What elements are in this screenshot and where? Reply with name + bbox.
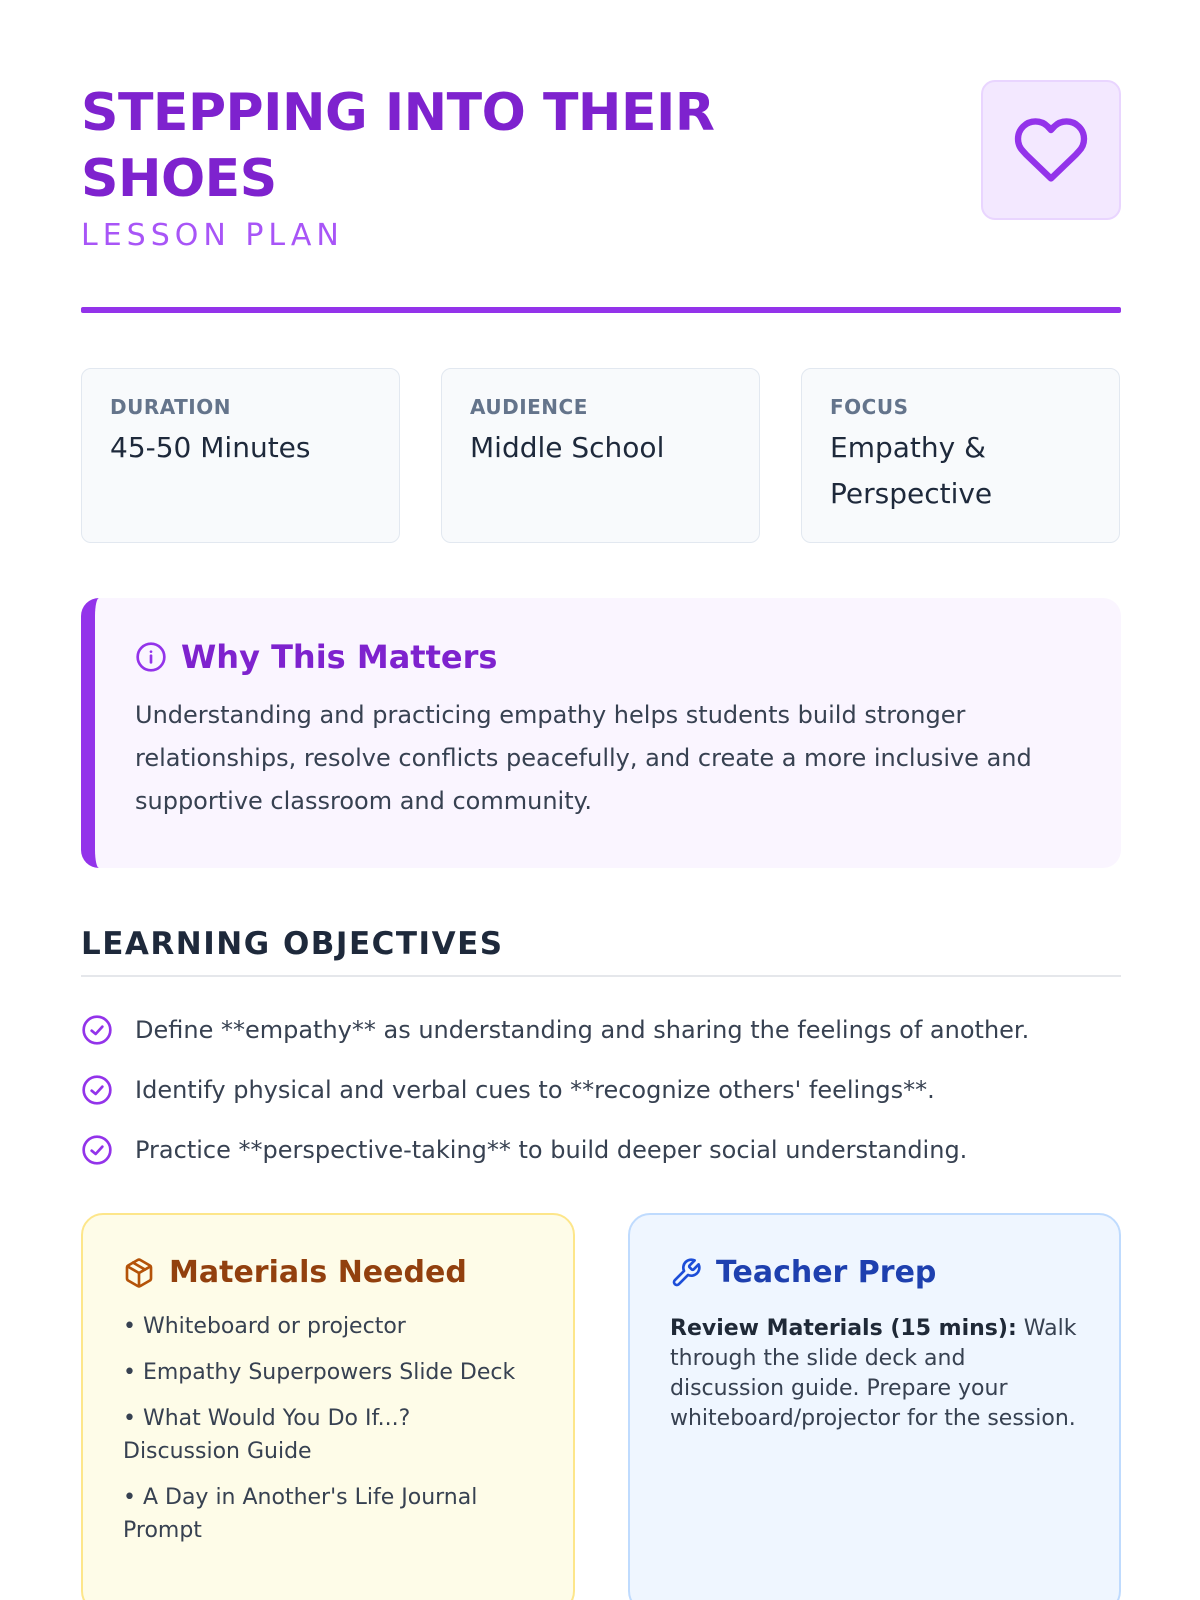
meta-label: AUDIENCE: [470, 395, 588, 419]
list-item: • Whiteboard or projector: [123, 1314, 406, 1339]
teacher-prep-card: [628, 1213, 1121, 1600]
why-title: Why This Matters: [181, 638, 498, 676]
list-item: [81, 1000, 1121, 1060]
prep-header: [670, 1255, 1079, 1290]
prep-text: [670, 1314, 1079, 1434]
meta-card-duration: [81, 368, 400, 543]
objectives-list: [81, 1000, 1121, 1180]
meta-value: Empathy & Perspective: [830, 431, 993, 510]
page-header: [81, 80, 1121, 312]
list-item: • What Would You Do If...? Discussion Guide: [123, 1406, 411, 1464]
list-item: • Empathy Superpowers Slide Deck: [123, 1360, 516, 1385]
why-header: [135, 638, 1081, 676]
package-icon: [123, 1257, 155, 1289]
list-item: [81, 1060, 1121, 1120]
header-divider: [81, 307, 1121, 313]
prep-bold-label: Review Materials (15 mins):: [670, 1316, 1017, 1341]
materials-list: [123, 1310, 533, 1547]
materials-title: Materials Needed: [169, 1255, 467, 1290]
objective-text: Define **empathy** as understanding and sharing the feelings of another.: [135, 1016, 1030, 1044]
meta-card-audience: [441, 368, 760, 543]
page-subtitle: LESSON PLAN: [81, 218, 344, 253]
prep-title: Teacher Prep: [716, 1255, 937, 1290]
objective-text: Identify physical and verbal cues to **recognize others' feelings**.: [135, 1076, 935, 1104]
materials-header: [123, 1255, 533, 1290]
meta-value: Middle School: [470, 431, 665, 464]
prep-body: Walk through the slide deck and discussion guide. Prepare your whiteboard/projector for the session.: [670, 1316, 1077, 1431]
why-this-matters-card: [81, 598, 1121, 868]
meta-label: DURATION: [110, 395, 231, 419]
why-text: Understanding and practicing empathy helps students build stronger relationships, resolve conflicts peacefully, and create a more inclusive and supportive classroom and community.: [135, 701, 1032, 815]
info-icon: [135, 641, 167, 673]
meta-card-focus: [801, 368, 1120, 543]
check-circle-icon: [81, 1134, 113, 1166]
meta-value: 45-50 Minutes: [110, 431, 311, 464]
check-circle-icon: [81, 1074, 113, 1106]
check-circle-icon: [81, 1014, 113, 1046]
list-item: • A Day in Another's Life Journal Prompt: [123, 1485, 478, 1543]
meta-label: FOCUS: [830, 395, 909, 419]
materials-card: [81, 1213, 575, 1600]
meta-cards: [81, 368, 1121, 543]
objectives-title: LEARNING OBJECTIVES: [81, 926, 504, 962]
list-item: [81, 1120, 1121, 1180]
heart-badge: [981, 80, 1121, 220]
objectives-divider: [81, 975, 1121, 977]
wrench-icon: [670, 1257, 702, 1289]
objective-text: Practice **perspective-taking** to build deeper social understanding.: [135, 1136, 968, 1164]
page-title: STEPPING INTO THEIR SHOES: [81, 83, 715, 209]
heart-icon: [1013, 112, 1089, 188]
